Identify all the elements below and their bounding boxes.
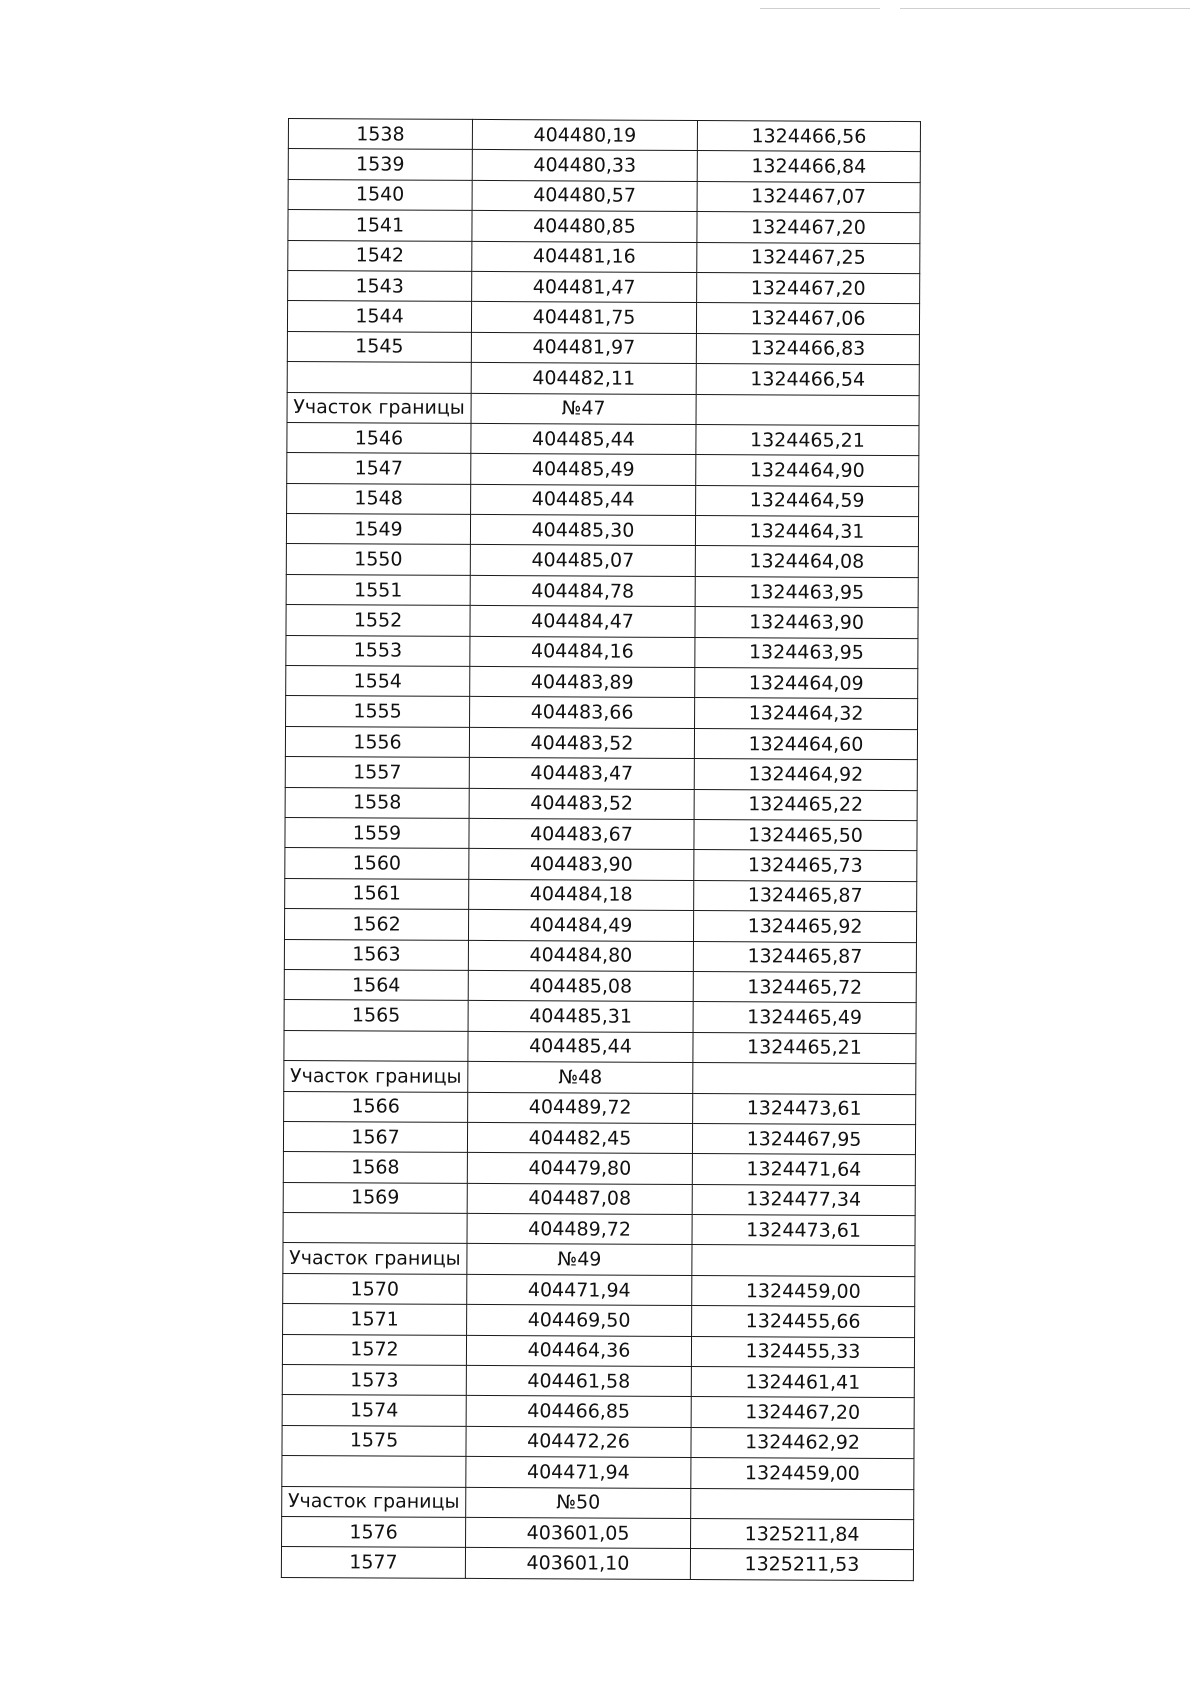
y-coordinate-cell <box>691 1488 914 1519</box>
x-coordinate-cell: №48 <box>468 1061 693 1092</box>
y-coordinate-cell: 1324467,20 <box>691 1397 914 1428</box>
point-number-cell: 1555 <box>286 696 470 727</box>
x-coordinate-cell: 404483,52 <box>469 788 694 819</box>
x-coordinate-cell: 404485,44 <box>468 1031 693 1062</box>
point-number-cell: 1540 <box>288 179 472 210</box>
point-number-cell: 1572 <box>282 1334 466 1365</box>
y-coordinate-cell: 1324461,41 <box>691 1367 914 1398</box>
table-row <box>284 939 916 972</box>
y-coordinate-cell: 1324464,32 <box>695 698 918 729</box>
point-number-cell: 1560 <box>285 848 469 879</box>
y-coordinate-cell: 1324463,90 <box>695 607 918 638</box>
y-coordinate-cell: 1324466,84 <box>697 151 920 182</box>
table-row <box>285 817 917 850</box>
y-coordinate-cell: 1324464,90 <box>696 455 919 486</box>
table-row <box>283 1273 915 1306</box>
table-row <box>282 1365 914 1398</box>
table-row <box>285 848 917 881</box>
x-coordinate-cell: 404485,44 <box>471 423 696 454</box>
point-number-cell: 1565 <box>284 1000 468 1031</box>
x-coordinate-cell: №50 <box>466 1487 691 1518</box>
table-row <box>287 301 919 334</box>
y-coordinate-cell: 1324473,61 <box>692 1215 915 1246</box>
x-coordinate-cell: 404484,78 <box>470 575 695 606</box>
y-coordinate-cell <box>692 1245 915 1276</box>
x-coordinate-cell: 404483,90 <box>469 849 694 880</box>
y-coordinate-cell: 1324471,64 <box>692 1154 915 1185</box>
y-coordinate-cell: 1324463,95 <box>695 637 918 668</box>
y-coordinate-cell: 1324466,83 <box>696 333 919 364</box>
point-number-cell: 1568 <box>283 1152 467 1183</box>
x-coordinate-cell: 404461,58 <box>466 1365 691 1396</box>
x-coordinate-cell: 404482,45 <box>467 1122 692 1153</box>
table-row <box>286 514 918 547</box>
point-number-cell: 1564 <box>284 969 468 1000</box>
x-coordinate-cell: 404484,80 <box>468 940 693 971</box>
x-coordinate-cell: 404484,16 <box>470 636 695 667</box>
point-number-cell: 1554 <box>286 666 470 697</box>
x-coordinate-cell: 404469,50 <box>467 1305 692 1336</box>
table-row <box>287 422 919 455</box>
point-number-cell: 1574 <box>282 1395 466 1426</box>
y-coordinate-cell: 1324465,22 <box>694 789 917 820</box>
table-row <box>282 1395 914 1428</box>
x-coordinate-cell: 404485,49 <box>471 454 696 485</box>
y-coordinate-cell: 1324465,50 <box>694 819 917 850</box>
y-coordinate-cell: 1324464,09 <box>695 668 918 699</box>
x-coordinate-cell: 404471,94 <box>467 1274 692 1305</box>
table-row <box>281 1547 913 1580</box>
y-coordinate-cell: 1324455,66 <box>692 1306 915 1337</box>
point-number-cell: 1571 <box>283 1304 467 1335</box>
point-number-cell: 1545 <box>287 331 471 362</box>
section-header-row <box>283 1243 915 1276</box>
x-coordinate-cell: №47 <box>471 393 696 424</box>
point-number-cell: 1563 <box>284 939 468 970</box>
table-row <box>282 1456 914 1489</box>
y-coordinate-cell: 1324462,92 <box>691 1427 914 1458</box>
table-row <box>285 787 917 820</box>
table-row <box>288 210 920 243</box>
table-row <box>283 1152 915 1185</box>
table-row <box>288 119 920 152</box>
x-coordinate-cell: 404485,31 <box>468 1001 693 1032</box>
y-coordinate-cell: 1324465,73 <box>694 850 917 881</box>
table-row <box>283 1182 915 1215</box>
point-number-cell: 1546 <box>287 422 471 453</box>
table-row <box>283 1121 915 1154</box>
point-number-cell: 1576 <box>282 1516 466 1547</box>
point-number-cell: Участок границы <box>282 1486 466 1517</box>
x-coordinate-cell: 404489,72 <box>468 1092 693 1123</box>
table-row <box>282 1334 914 1367</box>
x-coordinate-cell: 404485,07 <box>470 545 695 576</box>
y-coordinate-cell: 1324464,31 <box>695 516 918 547</box>
x-coordinate-cell: 404480,85 <box>472 211 697 242</box>
point-number-cell: 1573 <box>282 1365 466 1396</box>
point-number-cell: 1544 <box>287 301 471 332</box>
y-coordinate-cell: 1324466,54 <box>696 364 919 395</box>
table-row <box>284 1000 916 1033</box>
table-row <box>286 605 918 638</box>
x-coordinate-cell: 404484,18 <box>469 879 694 910</box>
y-coordinate-cell: 1324477,34 <box>692 1184 915 1215</box>
table-row <box>284 909 916 942</box>
x-coordinate-cell: 404489,72 <box>467 1213 692 1244</box>
x-coordinate-cell: 404485,30 <box>470 514 695 545</box>
y-coordinate-cell: 1324473,61 <box>693 1093 916 1124</box>
point-number-cell: Участок границы <box>283 1243 467 1274</box>
x-coordinate-cell: 404466,85 <box>466 1396 691 1427</box>
x-coordinate-cell: 403601,05 <box>466 1517 691 1548</box>
point-number-cell: 1561 <box>285 878 469 909</box>
y-coordinate-cell: 1324455,33 <box>691 1336 914 1367</box>
point-number-cell: Участок границы <box>284 1061 468 1092</box>
point-number-cell: 1547 <box>287 453 471 484</box>
y-coordinate-cell: 1324459,00 <box>691 1458 914 1489</box>
x-coordinate-cell: 404484,47 <box>470 606 695 637</box>
table-row <box>285 878 917 911</box>
table-row <box>285 757 917 790</box>
y-coordinate-cell: 1324467,20 <box>697 212 920 243</box>
table-row <box>286 635 918 668</box>
point-number-cell: 1542 <box>288 240 472 271</box>
x-coordinate-cell: 404483,66 <box>470 697 695 728</box>
point-number-cell: 1543 <box>288 270 472 301</box>
point-number-cell: 1567 <box>283 1121 467 1152</box>
y-coordinate-cell: 1324467,20 <box>697 272 920 303</box>
point-number-cell: 1562 <box>284 909 468 940</box>
y-coordinate-cell <box>693 1063 916 1094</box>
point-number-cell: 1569 <box>283 1182 467 1213</box>
table-row <box>287 362 919 395</box>
table-row <box>288 240 920 273</box>
x-coordinate-cell: 404483,67 <box>469 818 694 849</box>
y-coordinate-cell: 1324466,56 <box>697 121 920 152</box>
scan-mark <box>900 8 1190 9</box>
table-row <box>287 483 919 516</box>
y-coordinate-cell: 1324463,95 <box>695 576 918 607</box>
y-coordinate-cell: 1324465,49 <box>693 1002 916 1033</box>
table-row <box>284 969 916 1002</box>
coordinates-table-body <box>281 119 920 1581</box>
x-coordinate-cell: 404482,11 <box>471 363 696 394</box>
x-coordinate-cell: 404485,44 <box>471 484 696 515</box>
table-row <box>287 453 919 486</box>
y-coordinate-cell: 1324467,95 <box>692 1123 915 1154</box>
section-header-row <box>284 1061 916 1094</box>
point-number-cell <box>283 1213 467 1244</box>
x-coordinate-cell: 404483,47 <box>469 758 694 789</box>
point-number-cell: 1548 <box>287 483 471 514</box>
y-coordinate-cell <box>696 394 919 425</box>
point-number-cell <box>282 1456 466 1487</box>
point-number-cell: 1539 <box>288 149 472 180</box>
table-row <box>286 544 918 577</box>
point-number-cell: 1553 <box>286 635 470 666</box>
point-number-cell: 1552 <box>286 605 470 636</box>
point-number-cell <box>287 362 471 393</box>
x-coordinate-cell: 404480,33 <box>472 150 697 181</box>
x-coordinate-cell: 404481,97 <box>471 332 696 363</box>
coordinates-table <box>281 118 921 1581</box>
y-coordinate-cell: 1324464,60 <box>694 728 917 759</box>
y-coordinate-cell: 1324465,21 <box>693 1032 916 1063</box>
y-coordinate-cell: 1324465,87 <box>693 941 916 972</box>
point-number-cell: 1575 <box>282 1425 466 1456</box>
y-coordinate-cell: 1324467,25 <box>697 242 920 273</box>
x-coordinate-cell: 404464,36 <box>466 1335 691 1366</box>
y-coordinate-cell: 1324467,07 <box>697 181 920 212</box>
point-number-cell <box>284 1030 468 1061</box>
point-number-cell: 1570 <box>283 1273 467 1304</box>
table-row <box>286 574 918 607</box>
x-coordinate-cell: 404479,80 <box>467 1153 692 1184</box>
point-number-cell: 1541 <box>288 210 472 241</box>
table-row <box>284 1030 916 1063</box>
y-coordinate-cell: 1324459,00 <box>692 1275 915 1306</box>
x-coordinate-cell: 404472,26 <box>466 1426 691 1457</box>
table-row <box>286 666 918 699</box>
y-coordinate-cell: 1324464,92 <box>694 759 917 790</box>
x-coordinate-cell: 404471,94 <box>466 1457 691 1488</box>
scan-mark <box>760 8 880 9</box>
point-number-cell: 1551 <box>286 574 470 605</box>
point-number-cell: 1566 <box>284 1091 468 1122</box>
table-row <box>286 696 918 729</box>
x-coordinate-cell: 404480,57 <box>472 180 697 211</box>
x-coordinate-cell: 404483,89 <box>470 666 695 697</box>
point-number-cell: 1558 <box>285 787 469 818</box>
y-coordinate-cell: 1324464,08 <box>695 546 918 577</box>
section-header-row <box>282 1486 914 1519</box>
table-row <box>282 1425 914 1458</box>
table-row <box>288 179 920 212</box>
table-row <box>287 331 919 364</box>
x-coordinate-cell: 404487,08 <box>467 1183 692 1214</box>
y-coordinate-cell: 1325211,53 <box>690 1549 913 1580</box>
point-number-cell: 1538 <box>288 119 472 150</box>
point-number-cell: Участок границы <box>287 392 471 423</box>
point-number-cell: 1577 <box>281 1547 465 1578</box>
table-row <box>285 726 917 759</box>
y-coordinate-cell: 1325211,84 <box>691 1518 914 1549</box>
table-row <box>283 1213 915 1246</box>
point-number-cell: 1550 <box>286 544 470 575</box>
point-number-cell: 1559 <box>285 817 469 848</box>
point-number-cell: 1549 <box>286 514 470 545</box>
point-number-cell: 1556 <box>285 726 469 757</box>
table-row <box>288 270 920 303</box>
x-coordinate-cell: 404480,19 <box>472 119 697 150</box>
point-number-cell: 1557 <box>285 757 469 788</box>
x-coordinate-cell: 404484,49 <box>468 910 693 941</box>
x-coordinate-cell: 404483,52 <box>469 727 694 758</box>
y-coordinate-cell: 1324467,06 <box>696 303 919 334</box>
table-row <box>284 1091 916 1124</box>
section-header-row <box>287 392 919 425</box>
x-coordinate-cell: 404481,16 <box>472 241 697 272</box>
x-coordinate-cell: №49 <box>467 1244 692 1275</box>
x-coordinate-cell: 404481,75 <box>471 302 696 333</box>
y-coordinate-cell: 1324465,72 <box>693 971 916 1002</box>
table-row <box>282 1516 914 1549</box>
table-row <box>283 1304 915 1337</box>
y-coordinate-cell: 1324465,92 <box>693 911 916 942</box>
y-coordinate-cell: 1324465,87 <box>694 880 917 911</box>
y-coordinate-cell: 1324464,59 <box>696 485 919 516</box>
x-coordinate-cell: 404485,08 <box>468 970 693 1001</box>
x-coordinate-cell: 403601,10 <box>465 1548 690 1579</box>
y-coordinate-cell: 1324465,21 <box>696 424 919 455</box>
x-coordinate-cell: 404481,47 <box>472 271 697 302</box>
table-row <box>288 149 920 182</box>
